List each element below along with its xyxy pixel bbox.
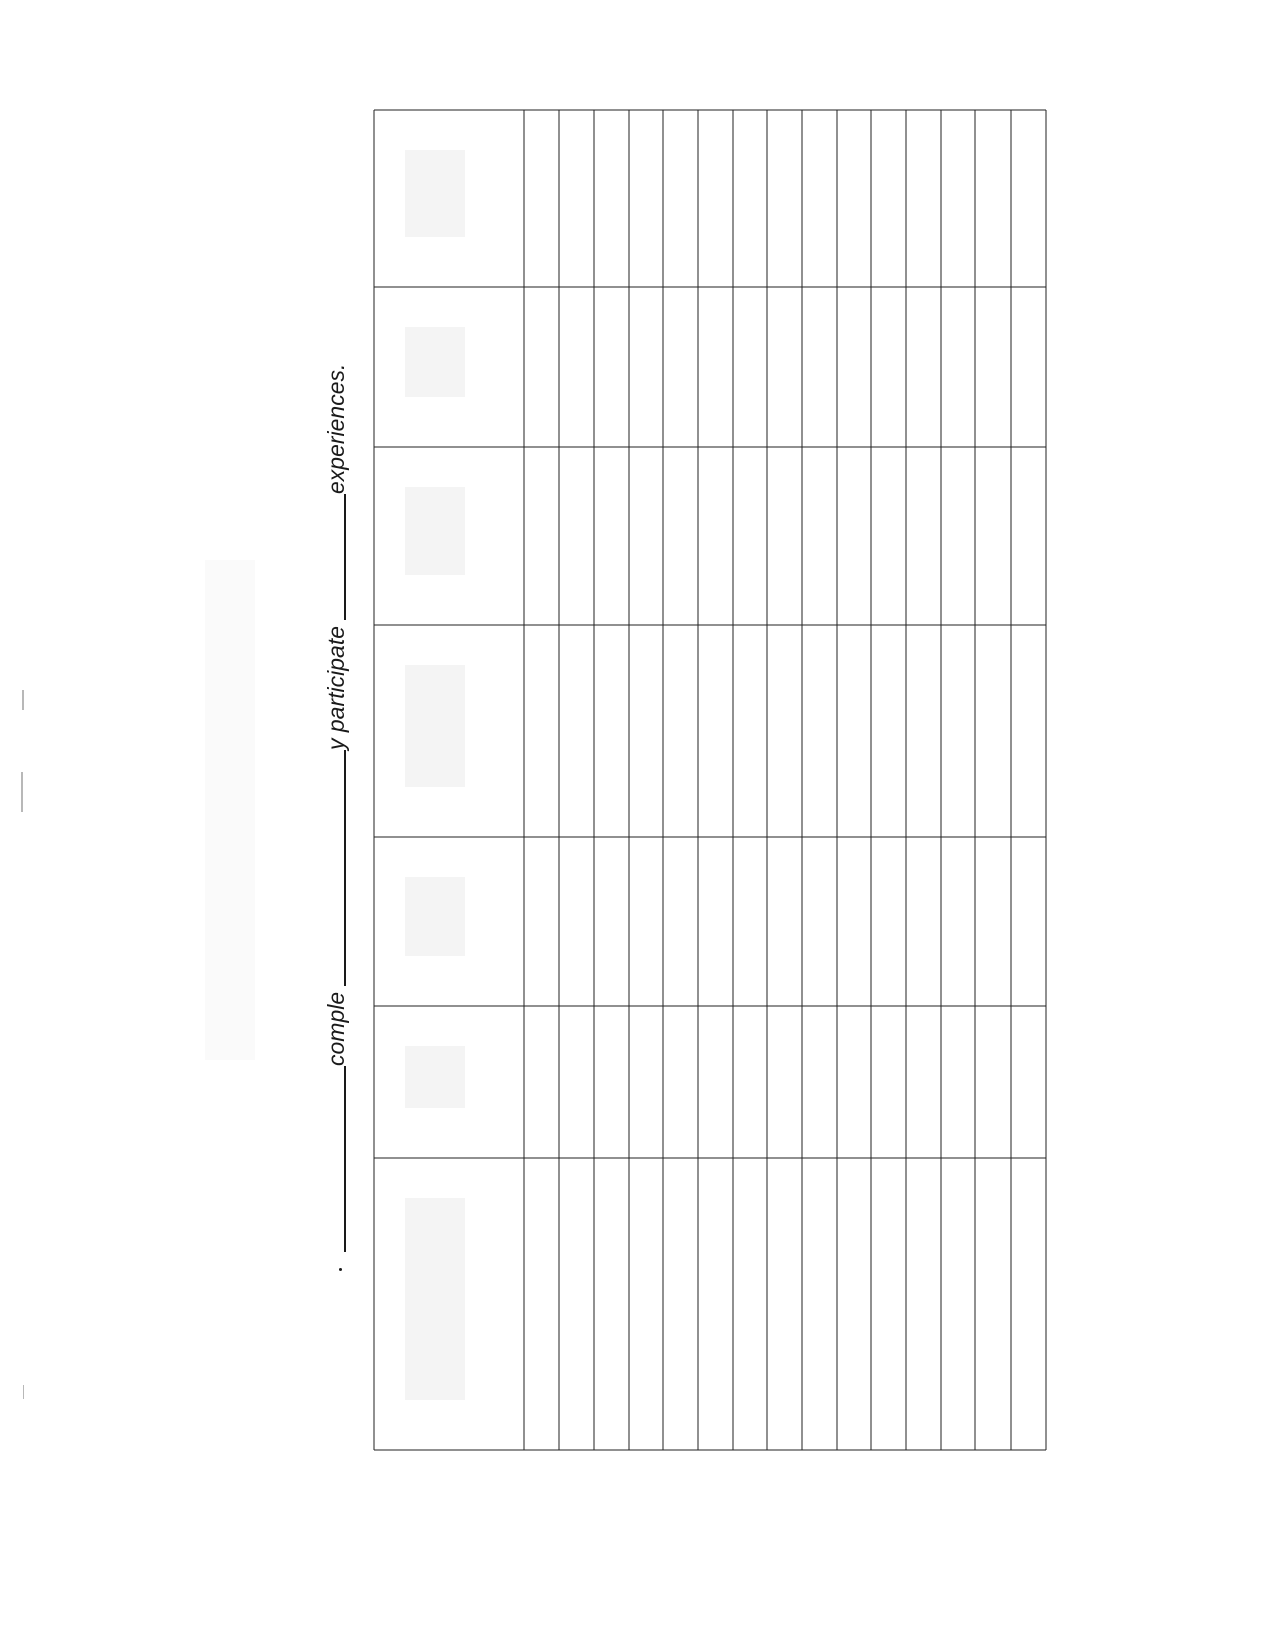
table-cell[interactable] bbox=[803, 448, 836, 624]
table-cell[interactable] bbox=[838, 838, 870, 1005]
table-cell[interactable] bbox=[907, 448, 940, 624]
table-cell[interactable] bbox=[803, 626, 836, 836]
table-cell[interactable] bbox=[560, 1007, 593, 1157]
table-cell[interactable] bbox=[560, 1159, 593, 1449]
table-cell[interactable] bbox=[734, 1159, 766, 1449]
table-cell[interactable] bbox=[525, 838, 558, 1005]
table-cell[interactable] bbox=[664, 1007, 697, 1157]
table-cell[interactable] bbox=[734, 626, 766, 836]
table-cell[interactable] bbox=[768, 1159, 801, 1449]
table-cell[interactable] bbox=[699, 838, 732, 1005]
table-cell[interactable] bbox=[525, 626, 558, 836]
table-cell[interactable] bbox=[942, 1007, 974, 1157]
table-cell[interactable] bbox=[976, 288, 1010, 446]
table-cell[interactable] bbox=[976, 1159, 1010, 1449]
table-cell[interactable] bbox=[907, 838, 940, 1005]
row-header-cell[interactable] bbox=[375, 838, 523, 1005]
table-cell[interactable] bbox=[525, 448, 558, 624]
table-cell[interactable] bbox=[907, 111, 940, 286]
table-cell[interactable] bbox=[699, 288, 732, 446]
table-cell[interactable] bbox=[872, 1007, 905, 1157]
table-cell[interactable] bbox=[1012, 448, 1045, 624]
table-cell[interactable] bbox=[907, 1007, 940, 1157]
table-cell[interactable] bbox=[907, 288, 940, 446]
sentence-part-1: comple bbox=[323, 991, 349, 1066]
table-cell[interactable] bbox=[560, 111, 593, 286]
table-cell[interactable] bbox=[664, 838, 697, 1005]
table-cell[interactable] bbox=[942, 288, 974, 446]
table-cell[interactable] bbox=[595, 626, 628, 836]
row-header-cell[interactable] bbox=[375, 1007, 523, 1157]
table-cell[interactable] bbox=[560, 288, 593, 446]
table-cell[interactable] bbox=[595, 1007, 628, 1157]
table-cell[interactable] bbox=[699, 448, 732, 624]
table-cell[interactable] bbox=[699, 111, 732, 286]
table-cell[interactable] bbox=[803, 1007, 836, 1157]
table-cell[interactable] bbox=[734, 288, 766, 446]
table-cell[interactable] bbox=[664, 288, 697, 446]
table-cell[interactable] bbox=[1012, 626, 1045, 836]
table-cell[interactable] bbox=[664, 626, 697, 836]
table-cell[interactable] bbox=[768, 838, 801, 1005]
table-cell[interactable] bbox=[734, 111, 766, 286]
table-cell[interactable] bbox=[1012, 838, 1045, 1005]
table-cell[interactable] bbox=[525, 111, 558, 286]
table-cell[interactable] bbox=[630, 288, 662, 446]
table-cell[interactable] bbox=[630, 838, 662, 1005]
table-cell[interactable] bbox=[630, 1007, 662, 1157]
table-cell[interactable] bbox=[595, 448, 628, 624]
table-cell[interactable] bbox=[560, 626, 593, 836]
row-header-cell[interactable] bbox=[375, 1159, 523, 1449]
table-cell[interactable] bbox=[872, 626, 905, 836]
table-cell[interactable] bbox=[803, 838, 836, 1005]
table-cell[interactable] bbox=[768, 448, 801, 624]
table-cell[interactable] bbox=[560, 448, 593, 624]
table-cell[interactable] bbox=[630, 626, 662, 836]
table-cell[interactable] bbox=[734, 1007, 766, 1157]
table-cell[interactable] bbox=[976, 838, 1010, 1005]
row-header-cell[interactable] bbox=[375, 111, 523, 286]
row-header-cell[interactable] bbox=[375, 448, 523, 624]
table-cell[interactable] bbox=[838, 111, 870, 286]
table-cell[interactable] bbox=[768, 288, 801, 446]
table-cell[interactable] bbox=[664, 448, 697, 624]
table-cell[interactable] bbox=[1012, 111, 1045, 286]
table-cell[interactable] bbox=[699, 626, 732, 836]
table-cell[interactable] bbox=[1012, 1159, 1045, 1449]
table-cell[interactable] bbox=[699, 1007, 732, 1157]
table-cell[interactable] bbox=[942, 838, 974, 1005]
table-cell[interactable] bbox=[838, 448, 870, 624]
table-cell[interactable] bbox=[942, 626, 974, 836]
table-cell[interactable] bbox=[1012, 288, 1045, 446]
table-cell[interactable] bbox=[907, 1159, 940, 1449]
table-cell[interactable] bbox=[838, 288, 870, 446]
table-cell[interactable] bbox=[976, 111, 1010, 286]
table-cell[interactable] bbox=[838, 626, 870, 836]
table-cell[interactable] bbox=[838, 1007, 870, 1157]
row-header-cell[interactable] bbox=[375, 626, 523, 836]
table-cell[interactable] bbox=[595, 111, 628, 286]
table-cell[interactable] bbox=[976, 448, 1010, 624]
table-cell[interactable] bbox=[734, 448, 766, 624]
table-cell[interactable] bbox=[630, 111, 662, 286]
table-cell[interactable] bbox=[525, 1007, 558, 1157]
table-cell[interactable] bbox=[768, 1007, 801, 1157]
table-cell[interactable] bbox=[942, 448, 974, 624]
table-cell[interactable] bbox=[664, 111, 697, 286]
table-cell[interactable] bbox=[699, 1159, 732, 1449]
table-cell[interactable] bbox=[1012, 1007, 1045, 1157]
table-cell[interactable] bbox=[872, 288, 905, 446]
table-cell[interactable] bbox=[803, 111, 836, 286]
table-cell[interactable] bbox=[872, 111, 905, 286]
table-cell[interactable] bbox=[872, 1159, 905, 1449]
table-cell[interactable] bbox=[803, 1159, 836, 1449]
table-cell[interactable] bbox=[872, 448, 905, 624]
sentence-part-3: experiences. bbox=[323, 363, 349, 494]
table-cell[interactable] bbox=[976, 1007, 1010, 1157]
table-cell[interactable] bbox=[942, 111, 974, 286]
table-cell[interactable] bbox=[595, 1159, 628, 1449]
table-cell[interactable] bbox=[525, 288, 558, 446]
table-cell[interactable] bbox=[525, 1159, 558, 1449]
table-cell[interactable] bbox=[664, 1159, 697, 1449]
table-cell[interactable] bbox=[976, 626, 1010, 836]
table-cell[interactable] bbox=[595, 288, 628, 446]
table-cell[interactable] bbox=[838, 1159, 870, 1449]
table-cell[interactable] bbox=[872, 838, 905, 1005]
table-cell[interactable] bbox=[560, 838, 593, 1005]
table-cell[interactable] bbox=[942, 1159, 974, 1449]
table-cell[interactable] bbox=[768, 111, 801, 286]
sentence-part-2: y participate bbox=[323, 625, 349, 750]
table-cell[interactable] bbox=[768, 626, 801, 836]
table-cell[interactable] bbox=[630, 1159, 662, 1449]
table-cell[interactable] bbox=[630, 448, 662, 624]
table-cell[interactable] bbox=[734, 838, 766, 1005]
row-header-cell[interactable] bbox=[375, 288, 523, 446]
table-cell[interactable] bbox=[907, 626, 940, 836]
table-cell[interactable] bbox=[595, 838, 628, 1005]
table-cell[interactable] bbox=[803, 288, 836, 446]
